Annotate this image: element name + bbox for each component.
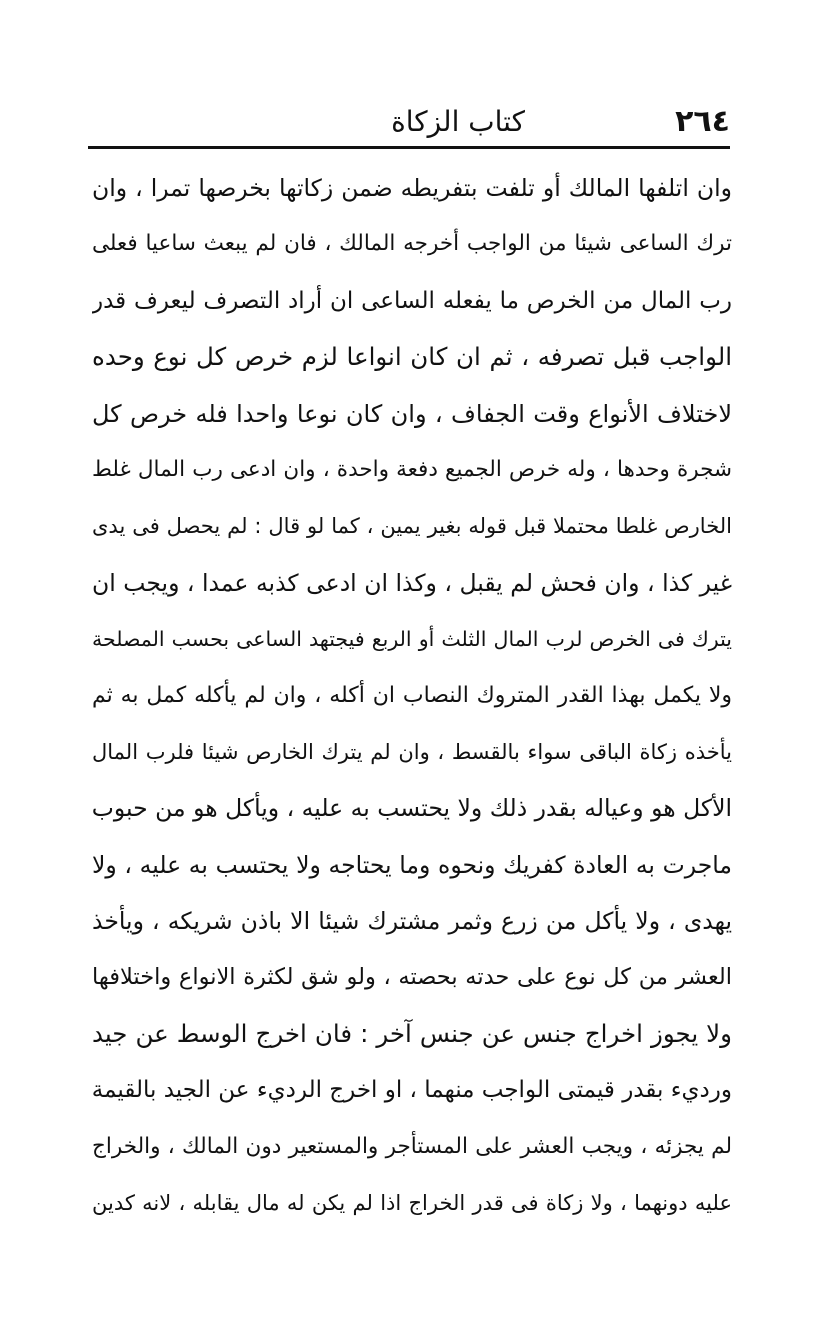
text-line: لم يجزئه ، ويجب العشر على المستأجر والمستعير دون المالك ، والخراج — [92, 1133, 732, 1159]
text-line: لاختلاف الأنواع وقت الجفاف ، وان كان نوعا واحدا فله خرص كل — [92, 399, 732, 428]
text-line: ماجرت به العادة كفريك ونحوه وما يحتاجه ولا يحتسب به عليه ، ولا — [92, 850, 732, 879]
text-line: ولا يجوز اخراج جنس عن جنس آخر : فان اخرج الوسط عن جيد — [92, 1018, 732, 1048]
text-line: غير كذا ، وان فحش لم يقبل ، وكذا ان ادعى كذبه عمدا ، ويجب ان — [92, 568, 732, 597]
body-text — [92, 160, 732, 1231]
text-line: ترك الساعى شيئا من الواجب أخرجه المالك ، فان لم يبعث ساعيا فعلى — [92, 231, 732, 257]
text-line: عليه دونهما ، ولا زكاة فى قدر الخراج اذا لم يكن له مال يقابله ، لانه كدين — [92, 1191, 732, 1216]
text-line: الأكل هو وعياله بقدر ذلك ولا يحتسب به عليه ، ويأكل هو من حبوب — [92, 794, 732, 823]
text-line: الخارص غلطا محتملا قبل قوله بغير يمين ، كما لو قال : لم يحصل فى يدى — [92, 514, 732, 539]
header-rule — [88, 146, 730, 149]
running-title: كتاب الزكاة — [391, 105, 525, 138]
text-line: وان اتلفها المالك أو تلفت بتفريطه ضمن زكاتها بخرصها تمرا ، وان — [92, 174, 732, 202]
page-number: ٢٦٤ — [675, 104, 730, 139]
text-line: يترك فى الخرص لرب المال الثلث أو الربع فيجتهد الساعى بحسب المصلحة — [92, 627, 732, 652]
text-line: ورديء بقدر قيمتى الواجب منهما ، او اخرج الرديء عن الجيد بالقيمة — [92, 1077, 732, 1104]
text-line: ولا يكمل بهذا القدر المتروك النصاب ان أكله ، وان لم يأكله كمل به ثم — [92, 682, 732, 708]
text-line: يهدى ، ولا يأكل من زرع وثمر مشترك شيئا الا باذن شريكه ، ويأخذ — [92, 907, 732, 936]
text-line: يأخذه زكاة الباقى سواء بالقسط ، وان لم يترك الخارص شيئا فلرب المال — [92, 739, 732, 764]
page-header — [88, 92, 730, 152]
text-line: شجرة وحدها ، وله خرص الجميع دفعة واحدة ، وان ادعى رب المال غلط — [92, 456, 732, 482]
text-line: العشر من كل نوع على حدته بحصته ، ولو شق لكثرة الانواع واختلافها — [92, 964, 732, 991]
text-line: الواجب قبل تصرفه ، ثم ان كان انواعا لزم خرص كل نوع وحده — [92, 342, 732, 372]
text-line: رب المال من الخرص ما يفعله الساعى ان أراد التصرف ليعرف قدر — [92, 287, 732, 314]
